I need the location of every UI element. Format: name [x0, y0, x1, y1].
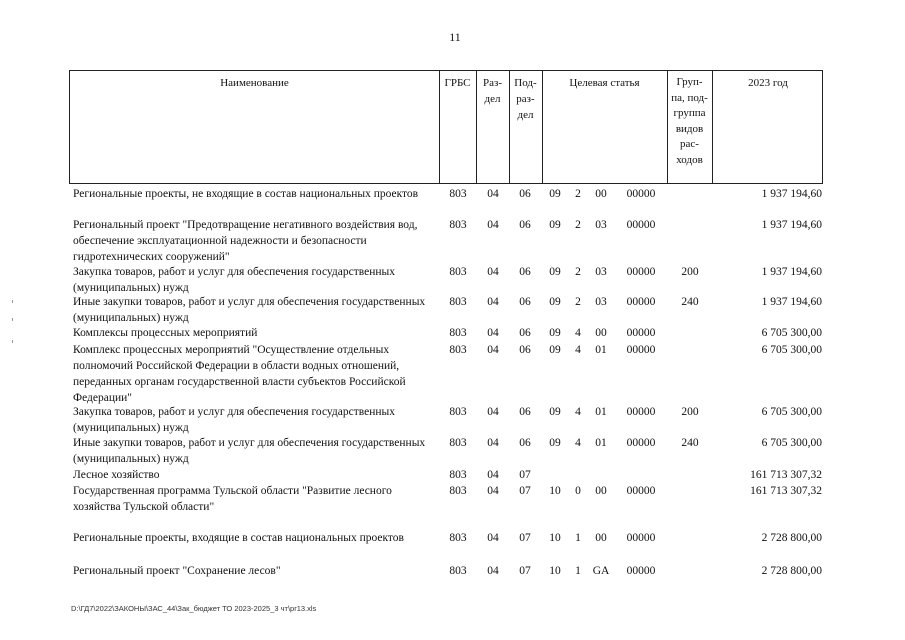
- row-target-direction: 00000: [626, 344, 656, 356]
- row-name: Региональные проекты, входящие в состав национальных проектов: [73, 532, 404, 544]
- row-grbs: 803: [449, 266, 467, 278]
- row-target-event: 00: [595, 188, 607, 200]
- row-podrazdel: 06: [519, 296, 531, 308]
- row-target-type: 2: [575, 188, 581, 200]
- row-target-program: 09: [549, 266, 561, 278]
- row-podrazdel: 07: [519, 532, 531, 544]
- row-target-event: 00: [595, 327, 607, 339]
- row-target-type: 4: [575, 344, 581, 356]
- row-name: Региональный проект "Предотвращение негативного воздействия вод, обеспечение эксплуатационной надежности и безопасности гидротехнических сооружений": [73, 219, 418, 263]
- row-grbs: 803: [449, 296, 467, 308]
- scan-speck: [12, 300, 13, 303]
- row-target-program: 10: [549, 485, 561, 497]
- row-name: Комплекс процессных мероприятий "Осуществление отдельных полномочий Российской Федерации в области водных отношений, переданных органам государственной власти субъектов Российской Федерации": [73, 344, 406, 404]
- row-razdel: 04: [487, 296, 499, 308]
- row-target-type: 4: [575, 437, 581, 449]
- row-target-direction: 00000: [626, 406, 656, 418]
- row-target-program: 09: [549, 188, 561, 200]
- row-target-type: 2: [575, 266, 581, 278]
- row-razdel: 04: [487, 219, 499, 231]
- row-amount: 161 713 307,32: [750, 485, 822, 497]
- row-name: Комплексы процессных мероприятий: [73, 327, 258, 339]
- row-target-program: 09: [549, 406, 561, 418]
- row-amount: 6 705 300,00: [761, 437, 822, 449]
- row-target-direction: 00000: [626, 327, 656, 339]
- row-name: Иные закупки товаров, работ и услуг для обеспечения государственных (муниципальных) нужд: [73, 437, 426, 465]
- row-name: Региональные проекты, не входящие в состав национальных проектов: [73, 188, 419, 200]
- row-grbs: 803: [449, 565, 467, 577]
- header-grbs: ГРБС: [444, 77, 471, 89]
- row-name: Государственная программа Тульской области "Развитие лесного хозяйства Тульской области": [73, 485, 392, 513]
- row-target-event: 03: [595, 219, 607, 231]
- row-name: Закупка товаров, работ и услуг для обеспечения государственных (муниципальных) нужд: [73, 406, 396, 434]
- row-target-event: 00: [595, 485, 607, 497]
- row-podrazdel: 06: [519, 188, 531, 200]
- row-target-program: 09: [549, 219, 561, 231]
- row-target-direction: 00000: [626, 437, 656, 449]
- row-amount: 1 937 194,60: [761, 296, 822, 308]
- row-podrazdel: 06: [519, 327, 531, 339]
- row-target-direction: 00000: [626, 266, 656, 278]
- row-target-type: 2: [575, 296, 581, 308]
- row-grbs: 803: [449, 469, 467, 481]
- row-razdel: 04: [487, 485, 499, 497]
- row-razdel: 04: [487, 327, 499, 339]
- page-number: 11: [449, 30, 461, 44]
- header-name: Наименование: [220, 77, 289, 89]
- row-razdel: 04: [487, 565, 499, 577]
- row-target-event: 01: [595, 344, 607, 356]
- row-target-direction: 00000: [626, 188, 656, 200]
- row-target-program: 09: [549, 327, 561, 339]
- row-razdel: 04: [487, 266, 499, 278]
- row-grbs: 803: [449, 532, 467, 544]
- row-target-program: 09: [549, 344, 561, 356]
- row-amount: 2 728 800,00: [761, 532, 822, 544]
- row-amount: 1 937 194,60: [761, 219, 822, 231]
- row-target-event: 03: [595, 266, 607, 278]
- row-target-direction: 00000: [626, 565, 656, 577]
- row-razdel: 04: [487, 188, 499, 200]
- row-grbs: 803: [449, 188, 467, 200]
- row-podrazdel: 07: [519, 485, 531, 497]
- row-grbs: 803: [449, 327, 467, 339]
- row-podrazdel: 06: [519, 219, 531, 231]
- footer-file-path: D:\ГД7\2022\ЗАКОНЫ\ЗАС_44\Зак_бюджет ТО 2023-2025_3 чт\pr13.xls: [71, 604, 317, 613]
- row-amount: 161 713 307,32: [750, 469, 822, 481]
- header-podrazdel: Под- раз- дел: [514, 77, 537, 121]
- row-target-event: GA: [592, 565, 610, 577]
- row-target-type: 4: [575, 406, 581, 418]
- row-target-event: 03: [595, 296, 607, 308]
- row-podrazdel: 06: [519, 406, 531, 418]
- row-name: Лесное хозяйство: [73, 469, 160, 481]
- row-expense-group: 200: [681, 266, 699, 278]
- row-name: Иные закупки товаров, работ и услуг для обеспечения государственных (муниципальных) нужд: [73, 296, 426, 324]
- row-amount: 6 705 300,00: [761, 344, 822, 356]
- row-target-direction: 00000: [626, 532, 656, 544]
- row-razdel: 04: [487, 532, 499, 544]
- row-target-event: 01: [595, 437, 607, 449]
- row-amount: 1 937 194,60: [761, 266, 822, 278]
- row-podrazdel: 07: [519, 565, 531, 577]
- row-grbs: 803: [449, 485, 467, 497]
- row-grbs: 803: [449, 219, 467, 231]
- header-razdel: Раз- дел: [482, 77, 502, 105]
- row-target-direction: 00000: [626, 485, 656, 497]
- row-razdel: 04: [487, 437, 499, 449]
- header-target-article: Целевая статья: [569, 77, 640, 89]
- row-target-direction: 00000: [626, 219, 656, 231]
- row-target-program: 10: [549, 532, 561, 544]
- row-razdel: 04: [487, 406, 499, 418]
- row-podrazdel: 06: [519, 437, 531, 449]
- row-grbs: 803: [449, 344, 467, 356]
- header-expense-group: Груп- па, под- группа видов рас- ходов: [671, 76, 708, 166]
- scan-speck: [12, 340, 13, 343]
- row-target-type: 1: [575, 565, 581, 577]
- row-name: Закупка товаров, работ и услуг для обеспечения государственных (муниципальных) нужд: [73, 266, 396, 294]
- table-header: [69, 70, 823, 184]
- row-name: Региональный проект "Сохранение лесов": [73, 565, 281, 577]
- row-amount: 1 937 194,60: [761, 188, 822, 200]
- row-amount: 2 728 800,00: [761, 565, 822, 577]
- row-razdel: 04: [487, 344, 499, 356]
- row-expense-group: 240: [681, 296, 699, 308]
- row-target-program: 10: [549, 565, 561, 577]
- row-podrazdel: 07: [519, 469, 531, 481]
- row-podrazdel: 06: [519, 266, 531, 278]
- row-razdel: 04: [487, 469, 499, 481]
- row-expense-group: 200: [681, 406, 699, 418]
- row-target-event: 01: [595, 406, 607, 418]
- row-target-program: 09: [549, 296, 561, 308]
- row-podrazdel: 06: [519, 344, 531, 356]
- row-amount: 6 705 300,00: [761, 327, 822, 339]
- row-target-type: 0: [575, 485, 581, 497]
- row-expense-group: 240: [681, 437, 699, 449]
- row-amount: 6 705 300,00: [761, 406, 822, 418]
- row-target-program: 09: [549, 437, 561, 449]
- row-target-type: 2: [575, 219, 581, 231]
- scan-speck: [12, 318, 13, 321]
- row-target-type: 4: [575, 327, 581, 339]
- row-target-direction: 00000: [626, 296, 656, 308]
- row-target-type: 1: [575, 532, 581, 544]
- row-grbs: 803: [449, 406, 467, 418]
- row-target-event: 00: [595, 532, 607, 544]
- row-grbs: 803: [449, 437, 467, 449]
- header-year: 2023 год: [748, 77, 788, 89]
